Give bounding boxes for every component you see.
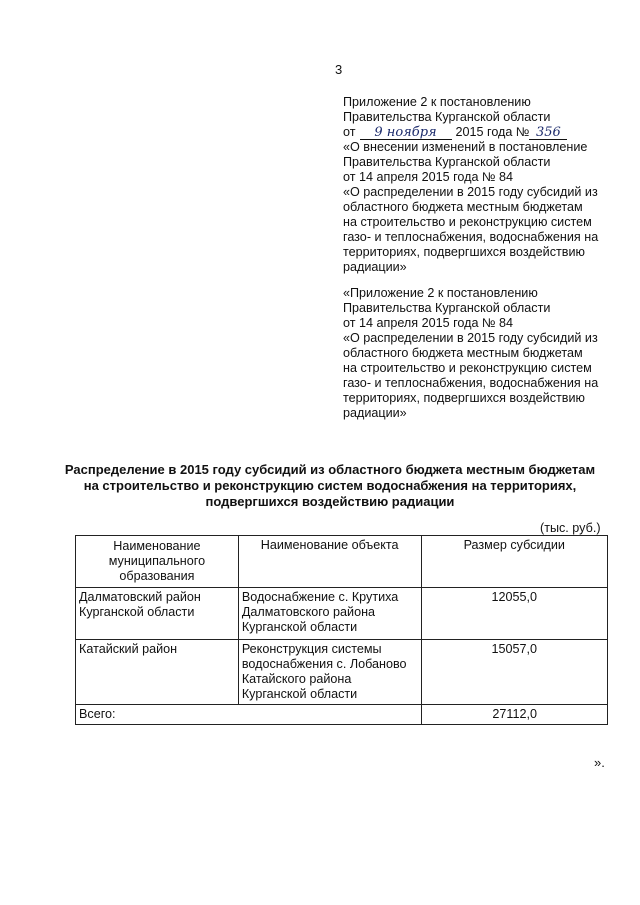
stamp-line: на строительство и реконструкцию систем [343,215,592,229]
stamp-date-line [343,125,628,140]
cell-municipality: Далматовский район Курганской области [76,588,239,640]
stamp-line: «О распределении в 2015 году субсидий из [343,185,598,199]
stamp-line: на строительство и реконструкцию систем [343,361,592,375]
table-row [76,588,608,640]
handwritten-date: 9 ноября [360,126,452,140]
stamp-line: «О внесении изменений в постановление [343,140,588,154]
stamp-line: Правительства Курганской области [343,155,551,169]
stamp-line: «Приложение 2 к постановлению [343,286,538,300]
cell-municipality: Катайский район [76,640,239,705]
units-label: (тыс. руб.) [540,521,601,535]
stamp-line: радиации» [343,260,407,274]
stamp-line: газо- и теплоснабжения, водоснабжения на [343,230,599,244]
stamp-line: областного бюджета местным бюджетам [343,200,583,214]
column-header-amount: Размер субсидии [422,536,608,588]
date-prefix: от [343,125,356,139]
cell-object: Реконструкция системы водоснабжения с. Лобаново Катайского района Курганской области [238,640,422,705]
original-approval-stamp [343,286,628,421]
handwritten-number: 356 [529,126,567,140]
cell-object: Водоснабжение с. Крутиха Далматовского района Курганской области [238,588,422,640]
column-header-object: Наименование объекта [238,536,422,588]
cell-amount: 15057,0 [422,640,608,705]
table-header-row [76,536,608,588]
stamp-line: областного бюджета местным бюджетам [343,346,583,360]
table-total-row [76,705,608,725]
stamp-line: «О распределении в 2015 году субсидий из [343,331,598,345]
stamp-line: Правительства Курганской области [343,110,551,124]
heading-line: Распределение в 2015 году субсидий из областного бюджета местным бюджетам [64,462,596,477]
stamp-line: территориях, подвергшихся воздействию [343,391,585,405]
page-number: 3 [335,62,343,77]
heading-line: на строительство и реконструкцию систем водоснабжения на территориях, [83,478,577,493]
stamp-line: радиации» [343,406,407,420]
total-label: Всего: [76,705,422,725]
closing-quote-mark: ». [594,755,605,770]
date-suffix: 2015 года № [455,125,530,139]
total-amount: 27112,0 [422,705,608,725]
stamp-line: Приложение 2 к постановлению [343,95,531,109]
stamp-line: газо- и теплоснабжения, водоснабжения на [343,376,599,390]
stamp-line: Правительства Курганской области [343,301,551,315]
cell-amount: 12055,0 [422,588,608,640]
document-heading [60,462,600,510]
amendment-approval-stamp [343,95,628,275]
stamp-line: территориях, подвергшихся воздействию [343,245,585,259]
heading-line: подвергшихся воздействию радиации [205,494,455,509]
stamp-line: от 14 апреля 2015 года № 84 [343,170,514,184]
column-header-municipality: Наименование муниципального образования [76,536,239,588]
subsidy-table [75,535,608,725]
table-row [76,640,608,705]
stamp-line: от 14 апреля 2015 года № 84 [343,316,514,330]
